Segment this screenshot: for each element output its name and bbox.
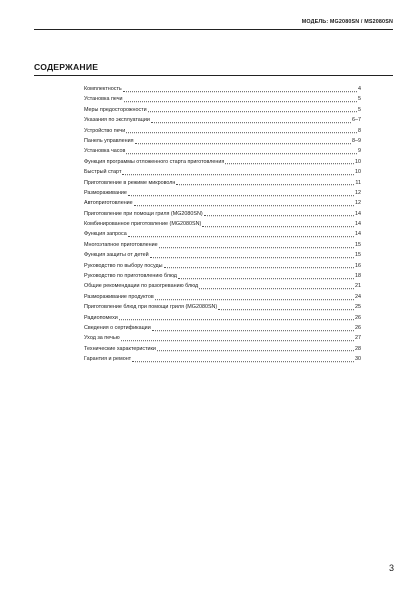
toc-entry-page: 5 <box>358 106 361 113</box>
toc-entry[interactable] <box>84 323 361 333</box>
toc-entry-page: 5 <box>358 96 361 103</box>
toc-entry-page: 16 <box>355 262 361 269</box>
toc-entry[interactable] <box>84 188 361 198</box>
toc-entry-label: Радиопомехи <box>84 314 118 321</box>
toc-entry[interactable] <box>84 333 361 343</box>
toc-leader-dots <box>164 268 354 269</box>
toc-leader-dots <box>159 247 354 248</box>
toc-entry-page: 27 <box>355 335 361 342</box>
toc-entry-page: 24 <box>355 293 361 300</box>
toc-entry[interactable] <box>84 219 361 229</box>
toc-entry-page: 10 <box>355 158 361 165</box>
toc-leader-dots <box>124 101 357 102</box>
toc-entry-label: Размораживание <box>84 189 127 196</box>
toc-leader-dots <box>225 164 354 165</box>
toc-entry-label: Устройство печи <box>84 127 126 134</box>
toc-leader-dots <box>202 226 354 227</box>
toc-entry[interactable] <box>84 302 361 312</box>
model-header: МОДЕЛЬ: MG2080SN / MS2080SN <box>301 19 393 25</box>
toc-leader-dots <box>128 195 354 196</box>
toc-entry-page: 10 <box>355 169 361 176</box>
toc-entry-label: Руководство по приготовлению блюд <box>84 273 177 280</box>
toc-leader-dots <box>134 205 354 206</box>
toc-entry-page: 14 <box>355 210 361 217</box>
toc-leader-dots <box>121 340 354 341</box>
toc-entry-label: Функция защиты от детей <box>84 252 149 259</box>
toc-entry-label: Приготовление при помощи гриля (MG2080SN) <box>84 210 203 217</box>
toc-entry-page: 15 <box>355 252 361 259</box>
toc-entry-label: Меры предосторожности <box>84 106 147 113</box>
toc-entry[interactable] <box>84 250 361 260</box>
toc-entry[interactable] <box>84 126 361 136</box>
toc-entry-page: 14 <box>355 231 361 238</box>
toc-entry-page: 14 <box>355 221 361 228</box>
toc-leader-dots <box>148 112 357 113</box>
toc-leader-dots <box>128 236 354 237</box>
header-divider <box>34 29 393 30</box>
toc-leader-dots <box>132 361 354 362</box>
toc-entry-label: Указания по эксплуатации <box>84 117 150 124</box>
toc-entry-page: 4 <box>358 86 361 92</box>
toc-entry-label: Установка часов <box>84 148 126 155</box>
toc-entry-page: 8 <box>358 127 361 134</box>
toc-entry-label: Установка печи <box>84 96 123 103</box>
toc-entry[interactable] <box>84 167 361 177</box>
toc-leader-dots <box>157 351 354 352</box>
toc-entry[interactable] <box>84 271 361 281</box>
toc-entry-label: Гарантия и ремонт <box>84 356 132 363</box>
toc-entry[interactable] <box>84 344 361 354</box>
toc-entry-label: Уход за печью <box>84 335 120 342</box>
toc-leader-dots <box>135 143 351 144</box>
toc-leader-dots <box>119 319 354 320</box>
toc-leader-dots <box>178 278 354 279</box>
toc-leader-dots <box>151 122 351 123</box>
toc-entry-page: 26 <box>355 324 361 331</box>
toc-entry-page: 15 <box>355 241 361 248</box>
toc-entry-label: Панель управления <box>84 137 134 144</box>
toc-entry[interactable] <box>84 178 361 188</box>
toc-leader-dots <box>122 174 354 175</box>
toc-entry-label: Автоприготовление <box>84 200 133 207</box>
toc-leader-dots <box>176 184 354 185</box>
toc-entry-label: Функция программы отложенного старта приготовления <box>84 158 225 165</box>
toc-entry[interactable] <box>84 313 361 323</box>
toc-entry[interactable] <box>84 240 361 250</box>
toc-entry-label: Функция запроса <box>84 231 127 238</box>
toc-entry[interactable] <box>84 105 361 115</box>
toc-entry[interactable] <box>84 157 361 167</box>
toc-leader-dots <box>204 216 354 217</box>
toc-entry[interactable] <box>84 209 361 219</box>
toc-leader-dots <box>126 153 357 154</box>
toc-entry-page: 30 <box>355 356 361 363</box>
toc-entry[interactable] <box>84 229 361 239</box>
toc-entry[interactable] <box>84 84 361 94</box>
toc-entry-page: 26 <box>355 314 361 321</box>
toc-entry-label: Приготовление блюд при помощи гриля (MG2080SN) <box>84 304 218 311</box>
toc-entry-label: Быстрый старт <box>84 169 122 176</box>
toc-entry-page: 6–7 <box>352 117 361 124</box>
toc-entry-label: Размораживание продуктов <box>84 293 154 300</box>
page-title: СОДЕРЖАНИЕ <box>34 62 99 72</box>
toc-entry[interactable] <box>84 115 361 125</box>
toc-entry[interactable] <box>84 281 361 291</box>
toc-leader-dots <box>123 91 357 92</box>
toc-entry[interactable] <box>84 261 361 271</box>
toc-entry[interactable] <box>84 94 361 104</box>
toc-entry-label: Руководство по выбору посуды <box>84 262 163 269</box>
toc-entry-page: 11 <box>355 179 361 186</box>
toc-leader-dots <box>150 257 354 258</box>
toc-entry-label: Технические характеристики <box>84 345 156 352</box>
toc-leader-dots <box>152 330 354 331</box>
toc-entry-label: Приготовление в режиме микроволн <box>84 179 176 186</box>
title-divider <box>34 75 393 76</box>
toc-entry-page: 21 <box>355 283 361 290</box>
toc-entry-label: Общие рекомендации по разогреванию блюд <box>84 283 199 290</box>
toc-entry-page: 18 <box>355 273 361 280</box>
toc-entry-page: 9 <box>358 148 361 155</box>
toc-entry[interactable] <box>84 198 361 208</box>
toc-entry-page: 8–9 <box>352 137 361 144</box>
toc-leader-dots <box>126 132 357 133</box>
toc-entry-page: 12 <box>355 200 361 207</box>
toc-leader-dots <box>155 299 354 300</box>
toc-entry-label: Сведения о сертификации <box>84 324 151 331</box>
toc-entry-label: Многоэтапное приготовление <box>84 241 158 248</box>
toc-entry-page: 25 <box>355 304 361 311</box>
toc-entry-page: 12 <box>355 189 361 196</box>
toc-entry-label: Комплектность <box>84 86 122 92</box>
toc-entry-page: 28 <box>355 345 361 352</box>
toc-leader-dots <box>199 288 354 289</box>
table-of-contents <box>84 84 361 365</box>
toc-entry[interactable] <box>84 292 361 302</box>
toc-entry[interactable] <box>84 146 361 156</box>
page-number: 3 <box>388 563 394 573</box>
toc-leader-dots <box>218 309 354 310</box>
toc-entry[interactable] <box>84 354 361 364</box>
toc-entry[interactable] <box>84 136 361 146</box>
toc-entry-label: Комбинированное приготовление (MG2080SN) <box>84 221 202 228</box>
